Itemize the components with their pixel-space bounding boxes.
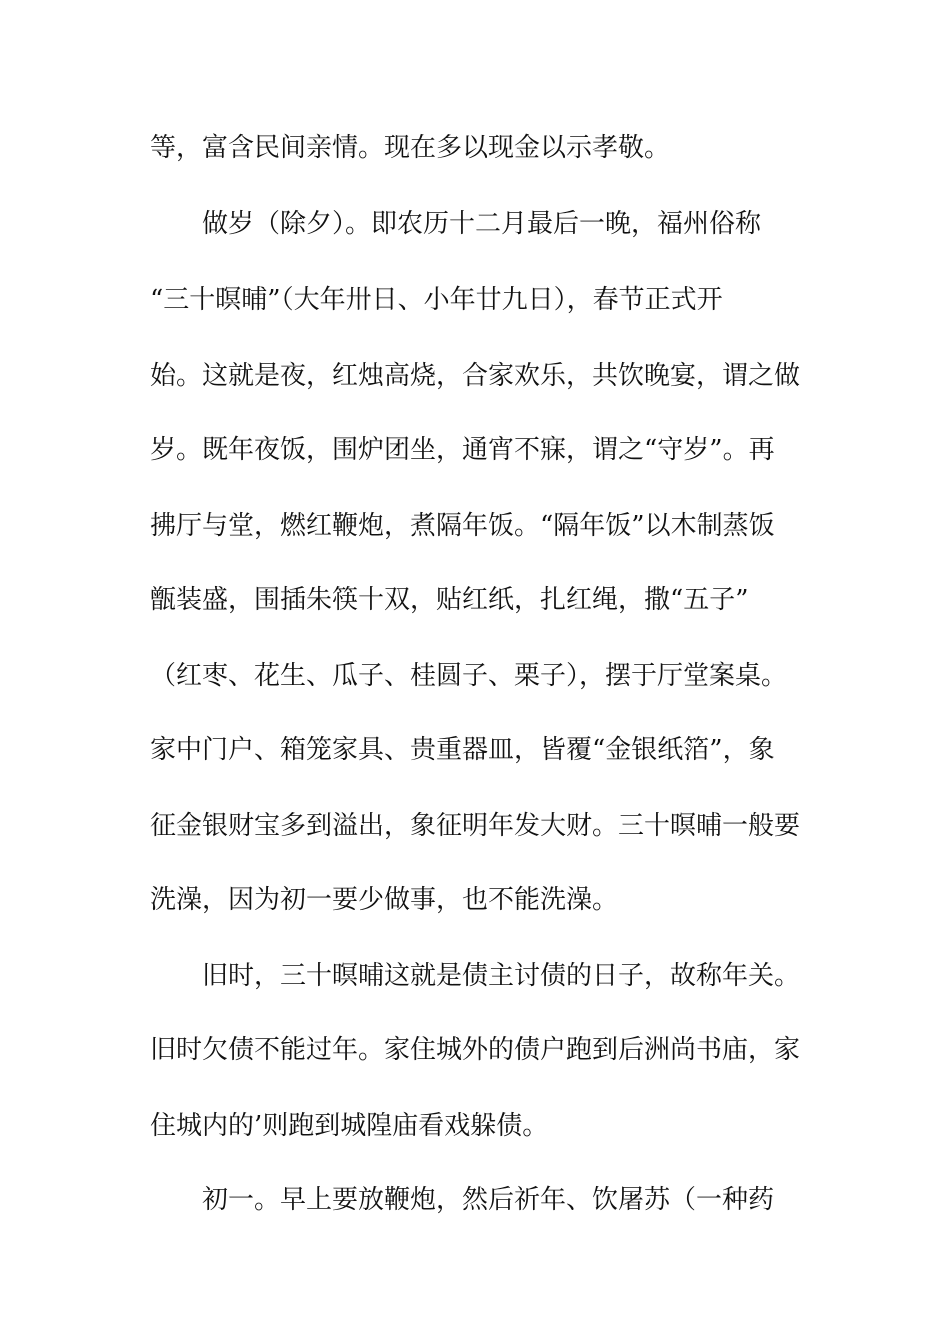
text-line: 住城内的’则跑到城隍庙看戏躲债。: [150, 1111, 549, 1141]
text-line: 洗澡，因为初一要少做事，也不能洗澡。: [150, 885, 619, 915]
text-line: 甑装盛，围插朱筷十双，贴红纸，扎红绳，撒“五子”: [150, 585, 749, 615]
text-line: 始。这就是夜，红烛高烧，合家欢乐，共饮晚宴，谓之做: [150, 361, 801, 391]
text-line: （红枣、花生、瓜子、桂圆子、栗子），摆于厅堂案桌。: [150, 661, 788, 691]
paragraph-start-line: 旧时，三十暝晡这就是债主讨债的日子，故称年关。: [202, 961, 801, 991]
paragraph-start-line: 做岁（除夕）。即农历十二月最后一晚，福州俗称: [202, 209, 762, 239]
paragraph-start-line: 初一。早上要放鞭炮，然后祈年、饮屠苏（一种药: [202, 1185, 775, 1215]
text-line: 岁。既年夜饭，围炉团坐，通宵不寐，谓之“守岁”。再: [150, 435, 775, 465]
text-line: 拂厅与堂，燃红鞭炮，煮隔年饭。“隔年饭”以木制蒸饭: [150, 511, 775, 541]
text-line: 家中门户、箱笼家具、贵重器皿，皆覆“金银纸箔”，象: [150, 735, 775, 765]
text-line: 旧时欠债不能过年。家住城外的债户跑到后洲尚书庙，家: [150, 1035, 801, 1065]
text-line: 等，富含民间亲情。现在多以现金以示孝敬。: [150, 133, 671, 163]
text-line: 征金银财宝多到溢出，象征明年发大财。三十暝晡一般要: [150, 811, 801, 841]
text-line: “三十暝晡”（大年卅日、小年廿九日），春节正式开: [150, 285, 723, 315]
